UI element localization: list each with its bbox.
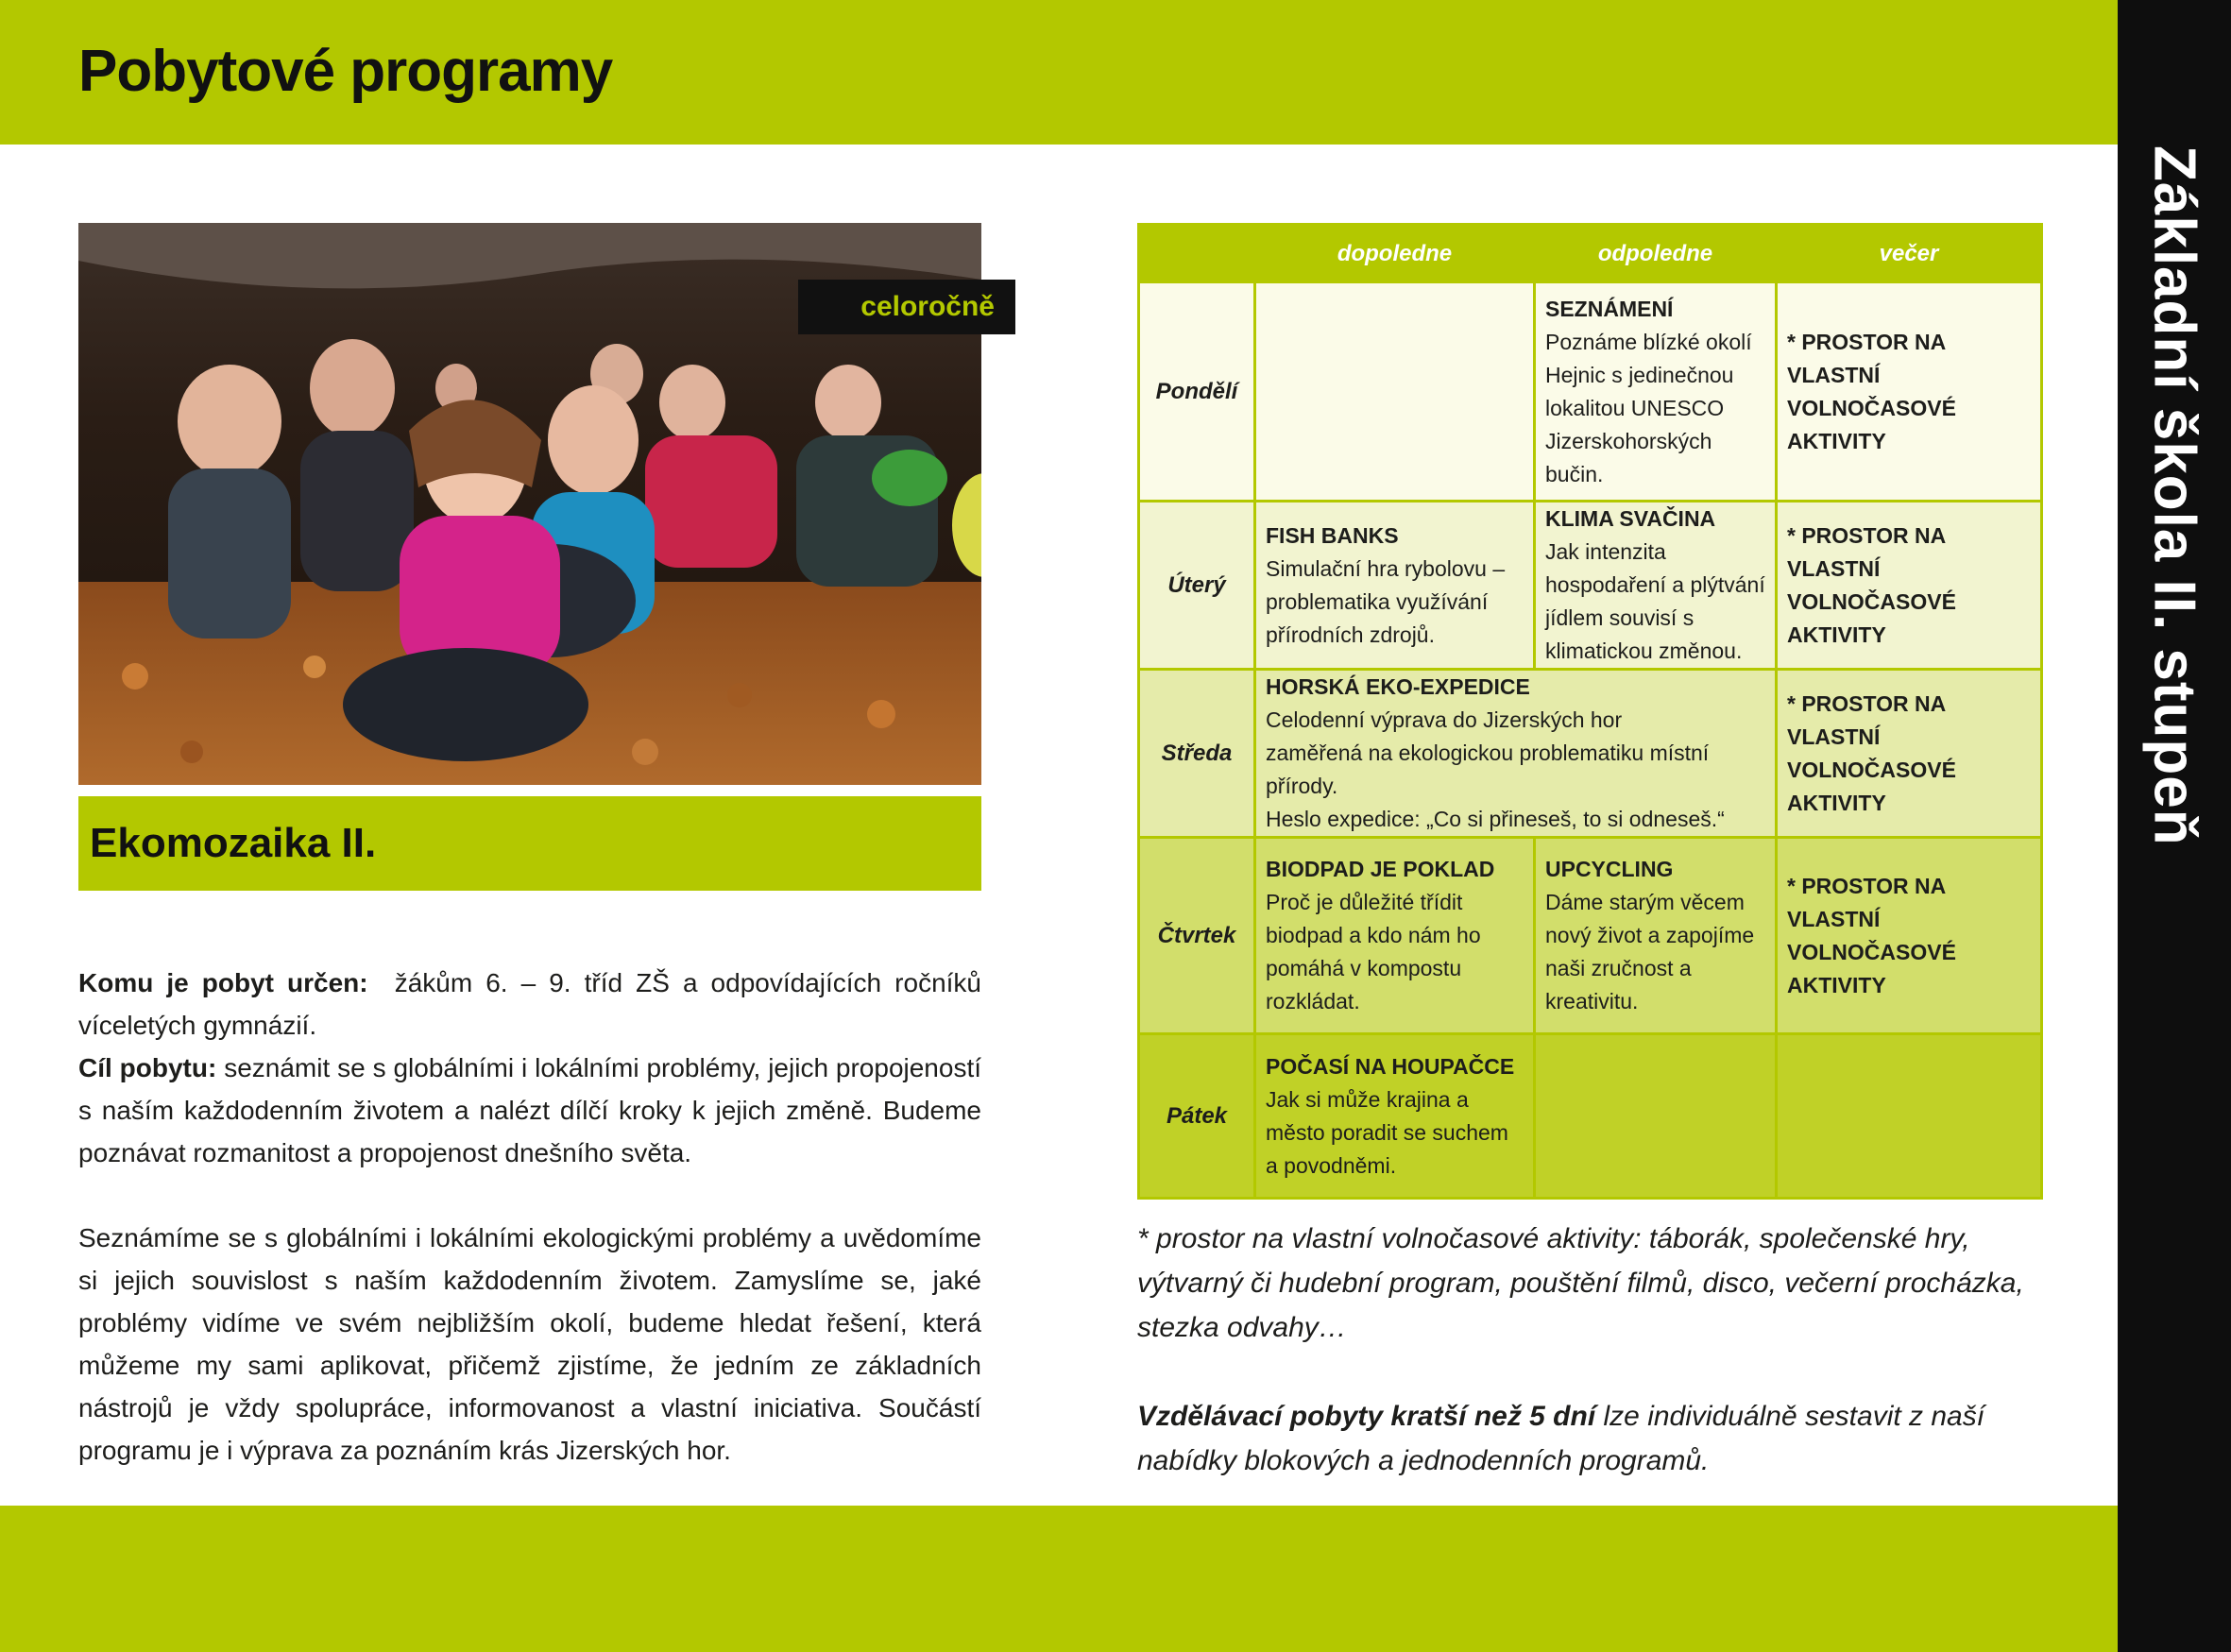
day-tuesday: Úterý — [1139, 502, 1255, 670]
cell-friday-afternoon — [1535, 1034, 1777, 1199]
activity-title: SEZNÁMENÍ — [1545, 296, 1674, 321]
activity-text: Simulační hra rybolovu – problematika využívání přírodních zdrojů. — [1266, 555, 1506, 647]
schedule-table — [1137, 223, 2043, 1200]
program-description — [78, 962, 981, 1472]
body-paragraph: Seznámíme se s globálními i lokálními ekologickými problémy a uvědomíme si jejich souvislost s naším každodenním životem. Zamyslíme se, jaké problémy vidíme ve svém nejbližším okolí, budeme hledat řešení, která můžeme my sami aplikovat, přičemž zjistíme, že jedním ze základních nástrojů je vždy spolupráce, informovanost a vlastní iniciativa. Součástí programu je i výprava za poznáním krás Jizerských hor. — [78, 1223, 981, 1465]
schedule-row-tuesday — [1139, 502, 2042, 670]
page-title: Pobytové programy — [78, 39, 613, 104]
short-stay-label: Vzdělávací pobyty kratší než 5 dní — [1137, 1401, 1596, 1432]
schedule-row-friday — [1139, 1034, 2042, 1199]
goal-label: Cíl pobytu: — [78, 1053, 217, 1082]
target-text: žákům 6. – 9. tříd ZŠ a odpovídajících ročníků víceletých gymnázií. — [78, 968, 981, 1040]
activity-text: Jak intenzita hospodaření a plýtvání jídlem souvisí s klimatickou změnou. — [1545, 539, 1765, 663]
cell-tuesday-morning — [1255, 502, 1535, 670]
header-evening: večer — [1777, 225, 2042, 282]
schedule-row-monday — [1139, 282, 2042, 502]
activity-text-line: zaměřená na ekologickou problematiku místní přírody. — [1266, 741, 1710, 798]
activity-title: UPCYCLING — [1545, 857, 1674, 881]
cell-thursday-morning — [1255, 838, 1535, 1034]
activity-title: HORSKÁ EKO-EXPEDICE — [1266, 674, 1530, 699]
short-stay-note — [1137, 1394, 2040, 1483]
schedule-row-thursday — [1139, 838, 2042, 1034]
target-paragraph — [78, 962, 981, 1047]
program-title-text: Ekomozaika II. — [90, 820, 377, 866]
cell-monday-evening: * PROSTOR NA VLASTNÍ VOLNOČASOVÉ AKTIVITY — [1777, 282, 2042, 502]
day-thursday: Čtvrtek — [1139, 838, 1255, 1034]
goal-paragraph — [78, 1047, 981, 1174]
goal-text: seznámit se s globálními i lokálními problémy, jejich propojeností s naším každodenním životem a nalézt dílčí kroky k jejich změně. Budeme poznávat rozmanitost a propojenost dnešního světa. — [78, 1053, 982, 1167]
activity-text: Poznáme blízké okolí Hejnic s jedinečnou lokalitou UNESCO Jizerskohorských bučin. — [1545, 329, 1752, 486]
cell-monday-morning — [1255, 282, 1535, 502]
cell-wednesday-evening: * PROSTOR NA VLASTNÍ VOLNOČASOVÉ AKTIVITY — [1777, 670, 2042, 838]
short-stay-text: lze individuálně sestavit z naší nabídky blokových a jednodenních programů. — [1137, 1401, 1985, 1476]
target-label: Komu je pobyt určen: — [78, 968, 368, 997]
cell-friday-evening — [1777, 1034, 2042, 1199]
activity-title: FISH BANKS — [1266, 522, 1399, 548]
cell-friday-morning — [1255, 1034, 1535, 1199]
season-badge: celoročně — [798, 280, 1015, 334]
activity-text: Dáme starým věcem nový život a zapojíme naši zručnost a kreativitu. — [1545, 890, 1755, 1013]
cell-monday-afternoon — [1535, 282, 1777, 502]
cell-thursday-evening: * PROSTOR NA VLASTNÍ VOLNOČASOVÉ AKTIVITY — [1777, 838, 2042, 1034]
cell-tuesday-afternoon — [1535, 502, 1777, 670]
schedule-header-row — [1139, 225, 2042, 282]
program-title — [78, 796, 981, 891]
activity-text-line: Heslo expedice: „Co si přineseš, to si odneseš.“ — [1266, 807, 1725, 831]
activity-title: POČASÍ NA HOUPAČCE — [1266, 1053, 1515, 1079]
footer-bar — [0, 1506, 2118, 1652]
cell-wednesday-day — [1255, 670, 1777, 838]
activity-text-line: Celodenní výprava do Jizerských hor — [1266, 707, 1623, 732]
activity-text: Jak si může krajina a město poradit se suchem a povodněmi. — [1266, 1086, 1508, 1178]
footnote: * prostor na vlastní volnočasové aktivity: táborák, společenské hry, výtvarný či hudební program, pouštění filmů, disco, večerní procházka, stezka odvahy… — [1137, 1223, 2024, 1343]
notes — [1137, 1217, 2040, 1483]
cell-thursday-afternoon — [1535, 838, 1777, 1034]
day-wednesday: Středa — [1139, 670, 1255, 838]
activity-title: BIODPAD JE POKLAD — [1266, 857, 1495, 881]
cell-tuesday-evening: * PROSTOR NA VLASTNÍ VOLNOČASOVÉ AKTIVITY — [1777, 502, 2042, 670]
side-label: Základní škola II. stupeň — [2141, 145, 2207, 846]
header-morning: dopoledne — [1255, 225, 1535, 282]
activity-title: KLIMA SVAČINA — [1545, 506, 1716, 531]
day-friday: Pátek — [1139, 1034, 1255, 1199]
header-bar — [0, 0, 2118, 145]
header-afternoon: odpoledne — [1535, 225, 1777, 282]
schedule-row-wednesday — [1139, 670, 2042, 838]
activity-text: Proč je důležité třídit biodpad a kdo nám ho pomáhá v kompostu rozkládat. — [1266, 890, 1481, 1013]
day-monday: Pondělí — [1139, 282, 1255, 502]
